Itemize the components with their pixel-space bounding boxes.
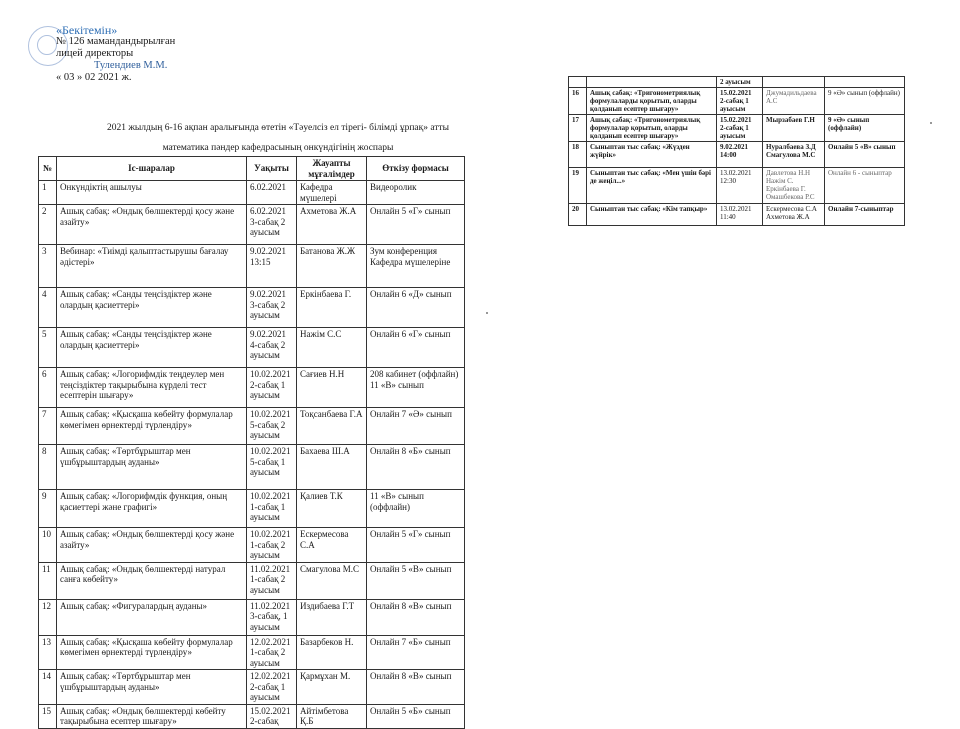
row-form: Онлайн 6 «Г» сынып <box>367 328 465 368</box>
row-event: Ашық сабақ: «Тригонометриялық формулаларды қорытып, оларды қолданып есептер шығару» <box>587 88 717 115</box>
row-form: 11 «В» сынып (оффлайн) <box>367 490 465 528</box>
row-teacher: Қалиев Т.К <box>297 490 367 528</box>
row-teacher: Джумадильдаева А.С <box>763 88 825 115</box>
empty-cell <box>587 77 717 88</box>
continuation-top-cell: 2 ауысым <box>717 77 763 88</box>
table-row <box>39 245 465 288</box>
row-event: Сыныптан тыс сабақ: «Жүзден жүйрік» <box>587 142 717 168</box>
row-time: 9.02.2021 3-сабақ 2 ауысым <box>247 288 297 328</box>
row-number: 7 <box>39 408 57 445</box>
row-form: 9 «Ә» сынып (оффлайн) <box>825 115 905 142</box>
row-event: Ашық сабақ: «Логорифмдік функция, оның қасиеттері және графигі» <box>57 490 247 528</box>
scan-speck <box>486 312 488 314</box>
row-number: 5 <box>39 328 57 368</box>
row-number: 19 <box>569 168 587 204</box>
row-form: Онлайн 5 «В» сынып <box>825 142 905 168</box>
row-event: Ашық сабақ: «Ондық бөлшектерді көбейту тақырыбына есептер шығару» <box>57 704 247 728</box>
row-number: 17 <box>569 115 587 142</box>
row-number: 20 <box>569 204 587 226</box>
title-line-1: 2021 жылдың 6-16 ақпан аралығында өтетін «Тәуелсіз ел тірегі- білімді ұрпақ» атты <box>106 123 450 133</box>
row-number: 2 <box>39 205 57 245</box>
row-teacher: Кафедра мүшелері <box>297 181 367 205</box>
row-event: Ашық сабақ: «Санды теңсіздіктер және олардың қасиеттері» <box>57 288 247 328</box>
continuation-table <box>568 76 905 226</box>
title-line-2: математика пәндер кафедрасының онкүндігінің жоспары <box>162 143 394 153</box>
row-time: 15.02.2021 2-сабақ 1 ауысым <box>717 115 763 142</box>
row-teacher: Батанова Ж.Ж <box>297 245 367 288</box>
header-number: № <box>39 157 57 181</box>
table-row <box>39 562 465 599</box>
row-form: Онлайн 5 «Г» сынып <box>367 205 465 245</box>
row-teacher: Ахметова Ж.А <box>297 205 367 245</box>
row-event: Ашық сабақ: «Ондық бөлшектерді қосу және азайту» <box>57 528 247 563</box>
row-event: Ашық сабақ: «Ондық бөлшектерді натурал санға көбейту» <box>57 562 247 599</box>
row-event: Ашық сабақ: «Ондық бөлшектерді қосу және азайту» <box>57 205 247 245</box>
table-row <box>39 205 465 245</box>
table-row <box>569 168 905 204</box>
row-time: 6.02.2021 3-сабақ 2 ауысым <box>247 205 297 245</box>
table-row <box>569 142 905 168</box>
row-event: Ашық сабақ: «Логорифмдік теңдеулер мен теңсіздіктер тақырыбына күрделі тест есептерін шығару» <box>57 368 247 408</box>
table-row <box>569 115 905 142</box>
row-number: 6 <box>39 368 57 408</box>
row-time: 10.02.2021 5-сабақ 1 ауысым <box>247 445 297 490</box>
row-time: 15.02.2021 2-сабақ <box>247 704 297 728</box>
row-form: Видеоролик <box>367 181 465 205</box>
row-event: Ашық сабақ: «Төртбұрыштар мен үшбұрыштардың ауданы» <box>57 670 247 705</box>
row-time: 9.02.2021 4-сабақ 2 ауысым <box>247 328 297 368</box>
row-teacher: Тоқсанбаева Г.А <box>297 408 367 445</box>
header-form: Өткізу формасы <box>367 157 465 181</box>
row-number: 8 <box>39 445 57 490</box>
scan-speck <box>930 122 932 124</box>
row-number: 18 <box>569 142 587 168</box>
row-teacher: Айтімбетова Қ.Б <box>297 704 367 728</box>
row-time: 13.02.2021 11:40 <box>717 204 763 226</box>
header-teachers: Жауапты мұғалімдер <box>297 157 367 181</box>
row-time: 10.02.2021 1-сабақ 2 ауысым <box>247 528 297 563</box>
row-event: Сыныптан тыс сабақ: «Кім тапқыр» <box>587 204 717 226</box>
approval-line-2: лицей директоры <box>56 48 134 59</box>
table-row <box>39 490 465 528</box>
approval-line-3: Тулендиев М.М. <box>94 60 168 71</box>
table-row <box>39 599 465 635</box>
left-document-page <box>18 18 510 726</box>
row-form: Онлайн 6 «Д» сынып <box>367 288 465 328</box>
empty-cell <box>825 77 905 88</box>
row-event: Ашық сабақ: «Қысқаша көбейту формулалар көмегімен өрнектерді түрлендіру» <box>57 635 247 670</box>
approval-block <box>56 24 175 84</box>
table-row <box>39 181 465 205</box>
row-teacher: Еркінбаева Г. <box>297 288 367 328</box>
continuation-top-row <box>569 77 905 88</box>
row-time: 10.02.2021 2-сабақ 1 ауысым <box>247 368 297 408</box>
table-row <box>39 704 465 728</box>
row-event: Ашық сабақ: «Тригонометриялық формулалар қорытып, оларды қолданып есептер шығару» <box>587 115 717 142</box>
row-form: Онлайн 7-сыныптар <box>825 204 905 226</box>
row-form: Онлайн 8 «В» сынып <box>367 670 465 705</box>
table-row <box>39 635 465 670</box>
row-time: 15.02.2021 2-сабақ 1 ауысым <box>717 88 763 115</box>
empty-cell <box>569 77 587 88</box>
row-teacher: Нуралбаева З.Д Смагулова М.С <box>763 142 825 168</box>
row-number: 9 <box>39 490 57 528</box>
table-row <box>569 88 905 115</box>
plan-table <box>38 156 465 729</box>
row-teacher: Сағиев Н.Н <box>297 368 367 408</box>
row-time: 9.02.2021 13:15 <box>247 245 297 288</box>
row-form: Онлайн 8 «Б» сынып <box>367 445 465 490</box>
row-teacher: Давлетова Н.Н Нажім С. Еркінбаева Г. Омашбекова Р.С <box>763 168 825 204</box>
table-row <box>569 204 905 226</box>
row-number: 1 <box>39 181 57 205</box>
row-time: 12.02.2021 1-сабақ 2 ауысым <box>247 635 297 670</box>
row-form: Онлайн 5 «Г» сынып <box>367 528 465 563</box>
row-form: 208 кабинет (оффлайн) 11 «В» сынып <box>367 368 465 408</box>
table-row <box>39 368 465 408</box>
row-teacher: Базарбеков Н. <box>297 635 367 670</box>
row-form: Онлайн 5 «Б» сынып <box>367 704 465 728</box>
row-number: 4 <box>39 288 57 328</box>
approval-line-4: « 03 » 02 2021 ж. <box>56 72 132 83</box>
row-number: 10 <box>39 528 57 563</box>
header-events: Іс-шаралар <box>57 157 247 181</box>
row-form: 9 «Ә» сынып (оффлайн) <box>825 88 905 115</box>
row-number: 15 <box>39 704 57 728</box>
row-time: 10.02.2021 5-сабақ 2 ауысым <box>247 408 297 445</box>
table-row <box>39 408 465 445</box>
row-number: 13 <box>39 635 57 670</box>
row-time: 9.02.2021 14:00 <box>717 142 763 168</box>
empty-cell <box>763 77 825 88</box>
row-event: Ашық сабақ: «Қысқаша көбейту формулалар көмегімен өрнектерді түрлендіру» <box>57 408 247 445</box>
row-time: 12.02.2021 2-сабақ 1 ауысым <box>247 670 297 705</box>
row-event: Ашық сабақ: «Төртбұрыштар мен үшбұрыштардың ауданы» <box>57 445 247 490</box>
header-time: Уақыты <box>247 157 297 181</box>
approval-heading: «Бекітемін» <box>56 23 118 37</box>
right-document-page <box>560 70 910 230</box>
table-row <box>39 670 465 705</box>
row-number: 14 <box>39 670 57 705</box>
row-time: 11.02.2021 3-сабақ, 1 ауысым <box>247 599 297 635</box>
row-event: Сыныптан тыс сабақ: «Мен үшін бәрі де жеңіл...» <box>587 168 717 204</box>
row-event: Ашық сабақ: «Санды теңсіздіктер және олардың қасиеттері» <box>57 328 247 368</box>
table-row <box>39 528 465 563</box>
table-row <box>39 445 465 490</box>
row-teacher: Ескермесова С.А Ахметова Ж.А <box>763 204 825 226</box>
row-teacher: Мырзабаев Г.Н <box>763 115 825 142</box>
row-event: Вебинар: «Тиімді қалыптастырушы бағалау әдістері» <box>57 245 247 288</box>
row-number: 11 <box>39 562 57 599</box>
row-teacher: Ескермесова С.А <box>297 528 367 563</box>
row-event: Онкүндіктің ашылуы <box>57 181 247 205</box>
row-time: 6.02.2021 <box>247 181 297 205</box>
row-form: Онлайн 7 «Ә» сынып <box>367 408 465 445</box>
row-number: 3 <box>39 245 57 288</box>
row-teacher: Смагулова М.С <box>297 562 367 599</box>
row-teacher: Издибаева Г.Т <box>297 599 367 635</box>
table-row <box>39 328 465 368</box>
row-form: Онлайн 6 - сыныптар <box>825 168 905 204</box>
table-header-row <box>39 157 465 181</box>
table-row <box>39 288 465 328</box>
row-time: 13.02.2021 12:30 <box>717 168 763 204</box>
approval-line-1: № 126 мамандандырылған <box>56 36 176 47</box>
row-number: 16 <box>569 88 587 115</box>
row-form: Онлайн 5 «В» сынып <box>367 562 465 599</box>
row-teacher: Бахаева Ш.А <box>297 445 367 490</box>
row-form: Онлайн 8 «В» сынып <box>367 599 465 635</box>
row-teacher: Қармұхан М. <box>297 670 367 705</box>
row-form: Онлайн 7 «Б» сынып <box>367 635 465 670</box>
document-title <box>58 118 498 158</box>
row-event: Ашық сабақ: «Фигуралардың ауданы» <box>57 599 247 635</box>
row-number: 12 <box>39 599 57 635</box>
row-time: 10.02.2021 1-сабақ 1 ауысым <box>247 490 297 528</box>
row-time: 11.02.2021 1-сабақ 2 ауысым <box>247 562 297 599</box>
row-teacher: Нажім С.С <box>297 328 367 368</box>
row-form: Зум конференция Кафедра мүшелеріне <box>367 245 465 288</box>
